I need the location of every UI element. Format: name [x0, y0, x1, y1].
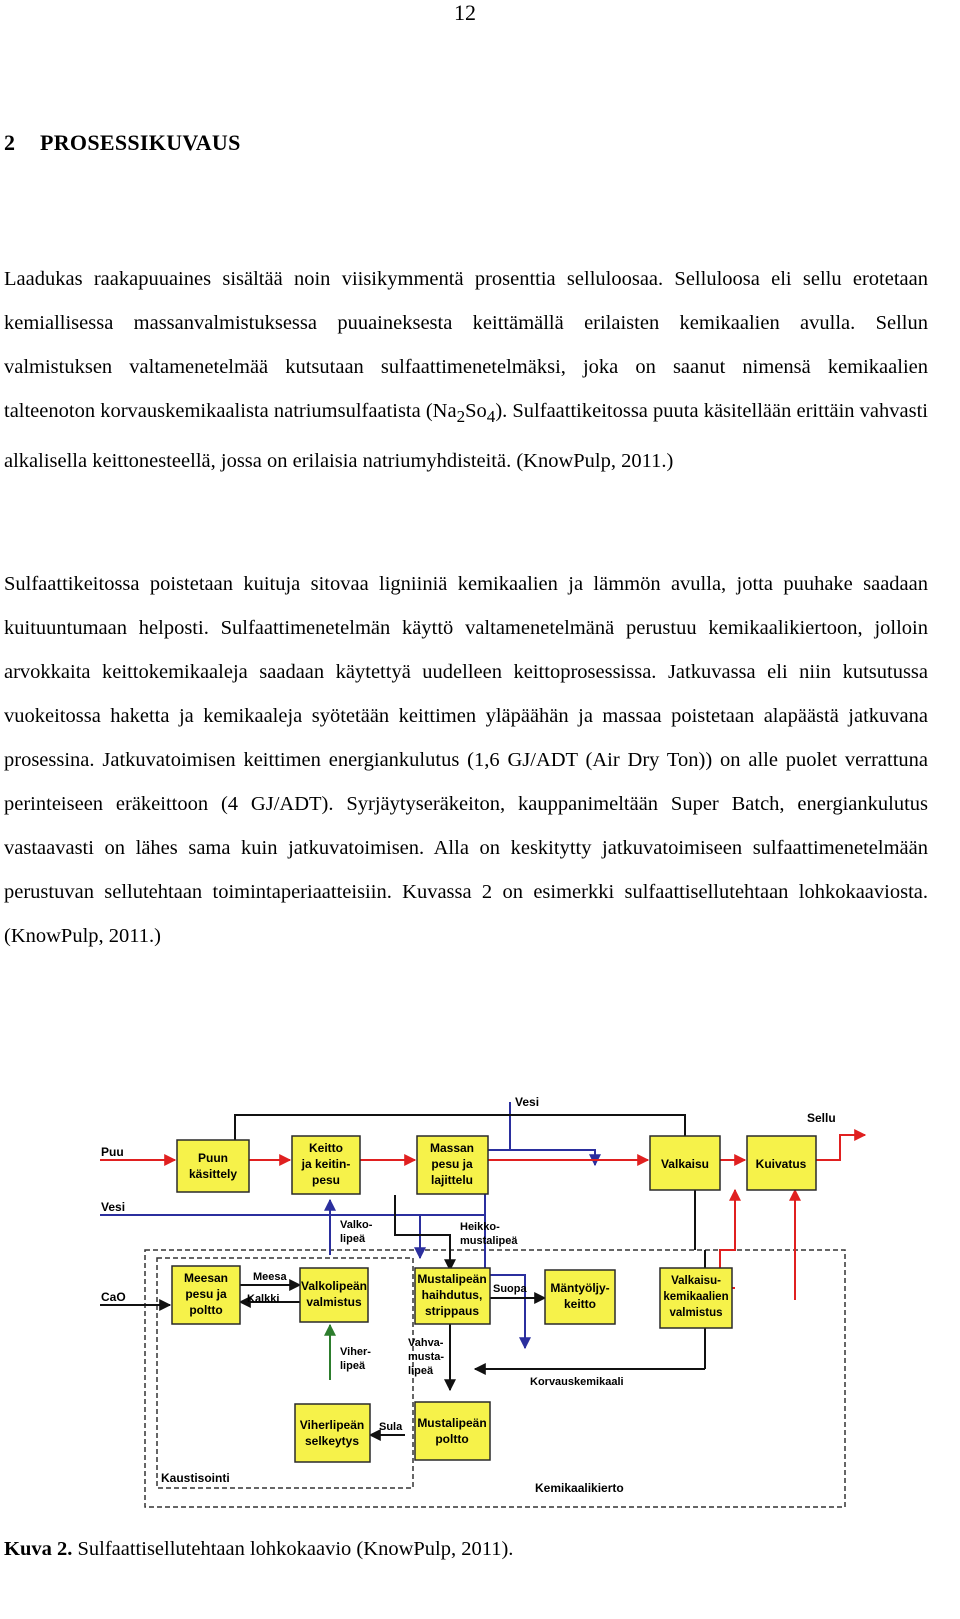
label-viherlipea-1: Viher-	[340, 1346, 371, 1358]
subscript-2: 2	[456, 407, 466, 427]
page-number: 12	[454, 0, 476, 25]
box-mantyoljy-line1: Mäntyöljy-	[550, 1281, 610, 1295]
label-cao: CaO	[101, 1290, 126, 1304]
label-sula: Sula	[379, 1421, 403, 1433]
label-kemikaalikierto: Kemikaalikierto	[535, 1481, 624, 1495]
box-valkolipean	[300, 1268, 368, 1322]
label-valkolipea-1: Valko-	[340, 1219, 373, 1231]
paragraph-1-text-b: So	[465, 400, 487, 422]
label-korvauskemikaali: Korvauskemikaali	[530, 1376, 624, 1388]
box-valkolipean-line2: valmistus	[306, 1295, 362, 1309]
label-sellu: Sellu	[807, 1111, 836, 1125]
label-kalkki: Kalkki	[247, 1293, 280, 1305]
box-keitto-line3: pesu	[311, 1173, 341, 1187]
box-valkaisukem-line1: Valkaisu-	[671, 1275, 721, 1287]
box-mustalipean-haihdutus	[415, 1268, 490, 1324]
label-vesi: Vesi	[101, 1200, 126, 1214]
label-heikko-2: mustalipeä	[460, 1235, 518, 1247]
box-mustalipean-h-line3: strippaus	[424, 1304, 480, 1318]
box-puun-kasittely	[177, 1140, 249, 1192]
caption-label: Kuva 2.	[4, 1538, 73, 1560]
label-heikko-1: Heikko-	[460, 1221, 500, 1233]
box-mustalipean-h-line1: Mustalipeän	[417, 1272, 487, 1286]
box-meesan-poltto	[172, 1266, 240, 1324]
water-top-to-bleach	[510, 1150, 595, 1165]
label-vahva-3: lipeä	[408, 1365, 434, 1377]
box-valkaisukemikaalien	[660, 1268, 732, 1328]
label-suopa: Suopa	[493, 1283, 527, 1295]
paragraph-1-text-c: ). Sulfaattikeitossa puuta käsitellään erittäin vahvasti alkalisella keittonesteellä, jossa on erilaisia natriumyhdisteitä. (KnowPulp, 2011.)	[4, 400, 928, 473]
box-valkolipean-line1: Valkolipeän	[300, 1279, 368, 1293]
box-meesan-line3: poltto	[189, 1303, 223, 1317]
box-mustalipean-h-line2: haihdutus,	[421, 1288, 483, 1302]
pulp-output-line	[816, 1135, 865, 1160]
label-valkolipea-2: lipeä	[340, 1233, 366, 1245]
label-vahva-1: Vahva-	[408, 1337, 444, 1349]
caption-text: Sulfaattisellutehtaan lohkokaavio (KnowPulp, 2011).	[72, 1538, 514, 1560]
block-diagram	[95, 1090, 945, 1520]
box-mustalipean-p-line1: Mustalipeän	[417, 1416, 487, 1430]
box-viherlipean	[295, 1404, 370, 1462]
box-viherlipean-line2: selkeytys	[304, 1434, 360, 1448]
box-keitto	[292, 1136, 360, 1194]
section-number: 2	[4, 130, 16, 155]
box-viherlipean-line1: Viherlipeän	[299, 1418, 365, 1432]
box-kuivatus	[747, 1136, 816, 1190]
label-puu: Puu	[101, 1145, 124, 1159]
box-keitto-line2: ja keitin-	[301, 1157, 351, 1171]
box-mantyoljy	[545, 1270, 615, 1324]
box-mustalipean-poltto	[415, 1402, 490, 1460]
box-valkaisukem-line3: valmistus	[669, 1307, 723, 1319]
paragraph-1-text-a: Laadukas raakapuuaines sisältää noin viisikymmentä prosenttia selluloosaa. Selluloosa eli sellu erotetaan kemiallisessa massanvalmistuksessa puuaineksesta keittämällä erilaisten kemikaalien avulla. Sellun valmistuksen valtamenetelmää kutsutaan sulfaattimenetelmäksi, joka on saanut nimensä kemikaalien talteenoton korvauskemikaalista natriumsulfaatista (Na	[4, 268, 928, 422]
box-massan-pesu	[417, 1136, 488, 1194]
box-mantyoljy-line2: keitto	[563, 1297, 597, 1311]
section-heading	[4, 130, 241, 156]
label-viherlipea-2: lipeä	[340, 1360, 366, 1372]
label-vesi-top: Vesi	[515, 1095, 540, 1109]
box-kuivatus-line1: Kuivatus	[755, 1157, 807, 1171]
box-mustalipean-p-line2: poltto	[435, 1432, 469, 1446]
label-vahva-2: musta-	[408, 1351, 445, 1363]
box-meesan-line2: pesu ja	[185, 1287, 227, 1301]
paragraph-2: Sulfaattikeitossa poistetaan kuituja sitovaa ligniiniä kemikaalien ja lämmön avulla, jotta puuhake saadaan kuituuntumaan helposti. Sulfaattimenetelmän käyttö valtamenetelmänä perustuu kemikaalikiertoon, jolloin arvokkaita keittokemikaaleja saadaan käytettyä uudelleen keittoprosessissa. Jatkuvassa eli niin kutsutussa vuokeitossa haketta ja kemikaaleja syötetään keittimen yläpäähän ja massaa poistetaan alapäästä jatkuvana prosessina. Jatkuvatoimisen keittimen energiankulutus (1,6 GJ/ADT (Air Dry Ton)) on alle puolet verrattuna perinteiseen eräkeittoon (4 GJ/ADT). Syrjäytyseräkeiton, kauppanimeltään Super Batch, energiankulutus vastaavasti on lähes sama kuin jatkuvatoimisen. Alla on keskitytty jatkuvatoimiseen sulfaattimenetelmään perustuvan sellutehtaan toimintaperiaatteisiin. Kuvassa 2 on esimerkki sulfaattisellutehtaan lohkokaaviosta. (KnowPulp, 2011.)	[4, 573, 928, 947]
box-valkaisukem-line2: kemikaalien	[663, 1291, 729, 1303]
subscript-4: 4	[486, 407, 496, 427]
section-title: PROSESSIKUVAUS	[40, 130, 241, 155]
box-valkaisu-line1: Valkaisu	[660, 1157, 710, 1171]
paragraph-1	[4, 257, 928, 483]
weak-black-liquor-line	[395, 1195, 450, 1270]
box-keitto-line1: Keitto	[309, 1141, 343, 1155]
figure-caption	[4, 1538, 513, 1561]
box-puun-line2: käsittely	[188, 1167, 238, 1181]
box-massan-line3: lajittelu	[430, 1173, 474, 1187]
box-meesan-line1: Meesan	[183, 1271, 229, 1285]
box-massan-line1: Massan	[429, 1141, 475, 1155]
box-massan-line2: pesu ja	[431, 1157, 473, 1171]
box-puun-line1: Puun	[198, 1151, 228, 1165]
label-kaustisointi: Kaustisointi	[161, 1471, 230, 1485]
box-valkaisu	[650, 1136, 720, 1190]
label-meesa: Meesa	[253, 1271, 287, 1283]
